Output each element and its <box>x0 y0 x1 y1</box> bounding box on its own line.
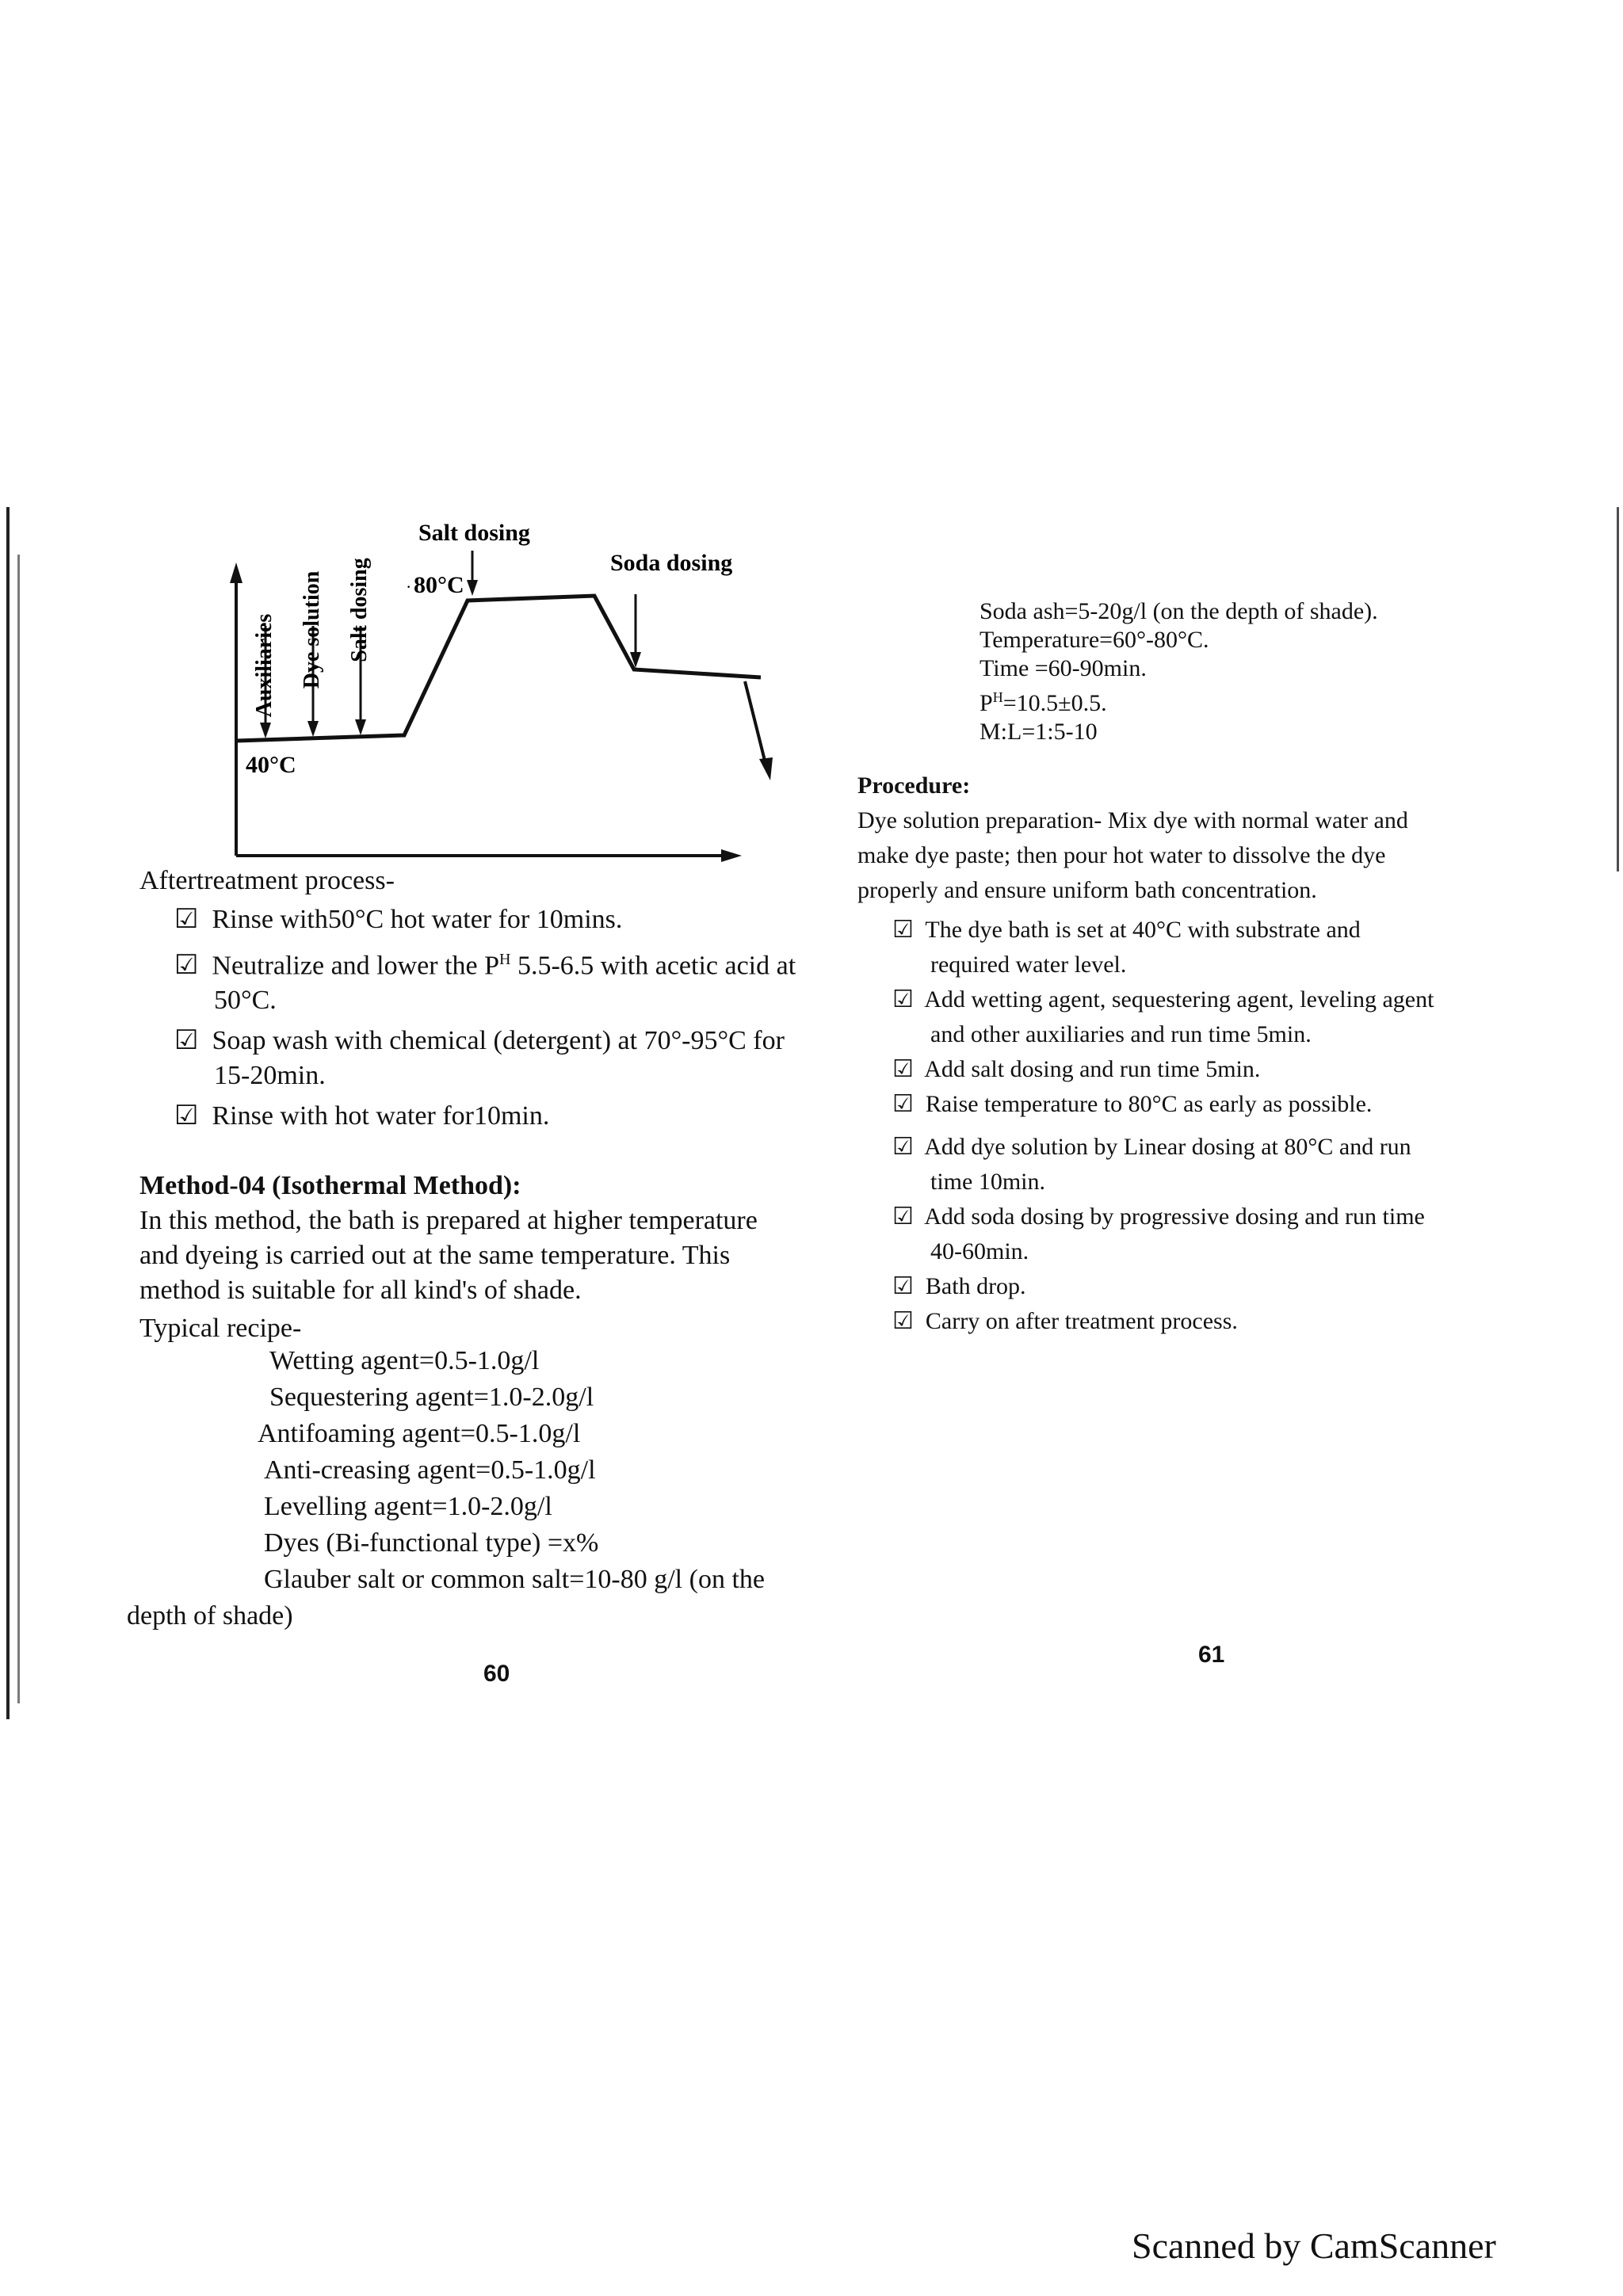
step-continuation: 40-60min. <box>930 1238 1029 1264</box>
step-item: ☑ Add salt dosing and run time 5min. <box>892 1052 1602 1087</box>
recipe-heading: Typical recipe- <box>139 1314 302 1344</box>
recipe-item: Antifoaming agent=0.5-1.0g/l <box>258 1419 581 1448</box>
method-heading: Method-04 (Isothermal Method): <box>139 1171 521 1201</box>
checkbox-icon <box>892 1307 914 1335</box>
param-line: Time =60-90min. <box>980 655 1147 681</box>
list-item-continuation: 50°C. <box>214 986 277 1016</box>
list-item: ☑ Soap wash with chemical (detergent) at 70°-95°C for <box>174 1023 853 1058</box>
parameters-block <box>980 594 1598 749</box>
y-axis-arrowhead <box>230 563 242 583</box>
auxiliaries-label: Auxiliaries <box>252 613 277 718</box>
page-number-right: 61 <box>1198 1642 1225 1668</box>
paragraph-line: make dye paste; then pour hot water to dissolve the dye <box>857 842 1386 868</box>
recipe-item: Dyes (Bi-functional type) =x% <box>264 1528 599 1558</box>
recipe-item: Wetting agent=0.5-1.0g/l <box>269 1346 540 1375</box>
recipe-item: Sequestering agent=1.0-2.0g/l <box>269 1383 594 1412</box>
paragraph-line: properly and ensure uniform bath concentration. <box>857 877 1317 903</box>
recipe-item: Anti-creasing agent=0.5-1.0g/l <box>264 1455 596 1485</box>
method-paragraph <box>139 1203 853 1308</box>
drain-line <box>745 681 765 761</box>
step-item: ☑ The dye bath is set at 40°C with substrate and <box>892 913 1602 948</box>
step-item: ☑ Carry on after treatment process. <box>892 1304 1602 1339</box>
list-item: ☑ Neutralize and lower the $P^H$ 5.5-6.5 with acetic acid at <box>174 942 853 983</box>
checkbox-icon <box>892 986 914 1013</box>
step-item: ☑ Add wetting agent, sequestering agent, leveling agent <box>892 982 1602 1017</box>
recipe-item: Levelling agent=1.0-2.0g/l <box>264 1492 552 1521</box>
param-line: $P^H=10.5\pm 0.5$. <box>980 689 1107 716</box>
procedure-steps <box>892 913 1602 1339</box>
peak-mark: · <box>406 577 412 597</box>
peak-temp-label: 80°C <box>414 572 464 598</box>
checkbox-icon <box>174 1100 198 1131</box>
param-line: Temperature=60°-80°C. <box>980 627 1209 653</box>
salt-dosing-vertical-label: Salt dosing <box>347 558 372 662</box>
step-item: ☑ Add soda dosing by progressive dosing and run time <box>892 1199 1602 1234</box>
procedure-block <box>857 769 1602 1339</box>
checkbox-icon <box>174 949 198 981</box>
salt-dosing-top-label: Salt dosing <box>418 520 530 546</box>
checkbox-icon <box>892 1090 914 1118</box>
scanner-watermark: Scanned by CamScanner <box>1132 2225 1496 2266</box>
procedure-paragraph <box>857 803 1602 908</box>
checkbox-icon <box>892 1055 914 1083</box>
list-item: ☑ Rinse with50°C hot water for 10mins. <box>174 902 853 937</box>
paragraph-line: In this method, the bath is prepared at higher temperature <box>139 1206 758 1236</box>
step-item: ☑ Add dye solution by Linear dosing at 80°C and run <box>892 1130 1602 1165</box>
dyeing-process-diagram <box>206 507 808 871</box>
scan-edge-line <box>17 555 20 1703</box>
drain-arrowhead <box>759 757 773 780</box>
x-axis-arrowhead <box>721 849 742 862</box>
soda-dosing-label: Soda dosing <box>610 550 733 576</box>
param-line: M:L=1:5-10 <box>980 719 1098 745</box>
start-temp-label: 40°C <box>246 752 296 778</box>
param-line: Soda ash=5-20g/l (on the depth of shade). <box>980 598 1378 624</box>
checkbox-icon <box>892 1133 914 1161</box>
list-item: ☑ Rinse with hot water for10min. <box>174 1098 853 1134</box>
dye-solution-label: Dye solution <box>300 570 324 689</box>
step-item: ☑ Bath drop. <box>892 1269 1602 1304</box>
checkbox-icon <box>174 903 198 935</box>
step-continuation: required water level. <box>930 952 1127 978</box>
left-column <box>139 864 853 1346</box>
checkbox-icon <box>892 1203 914 1230</box>
step-continuation: and other auxiliaries and run time 5min. <box>930 1021 1312 1047</box>
checkbox-icon <box>892 1272 914 1300</box>
recipe-item: Glauber salt or common salt=10-80 g/l (on the <box>264 1565 765 1594</box>
procedure-heading: Procedure: <box>857 772 971 799</box>
aftertreatment-list <box>174 902 853 1134</box>
paragraph-line: and dyeing is carried out at the same temperature. This <box>139 1241 731 1271</box>
scan-edge-line <box>1617 507 1619 871</box>
step-continuation: time 10min. <box>930 1169 1045 1195</box>
checkbox-icon <box>892 916 914 944</box>
step-item: ☑ Raise temperature to 80°C as early as possible. <box>892 1087 1602 1122</box>
scan-edge-line <box>6 507 10 1719</box>
paragraph-line: method is suitable for all kind's of shade. <box>139 1276 582 1306</box>
paragraph-line: Dye solution preparation- Mix dye with normal water and <box>857 807 1408 833</box>
list-item-continuation: 15-20min. <box>214 1061 326 1091</box>
checkbox-icon <box>174 1024 198 1056</box>
aftertreatment-heading: Aftertreatment process- <box>139 866 395 895</box>
page-number-left: 60 <box>483 1661 510 1687</box>
recipe-item: depth of shade) <box>127 1601 293 1630</box>
